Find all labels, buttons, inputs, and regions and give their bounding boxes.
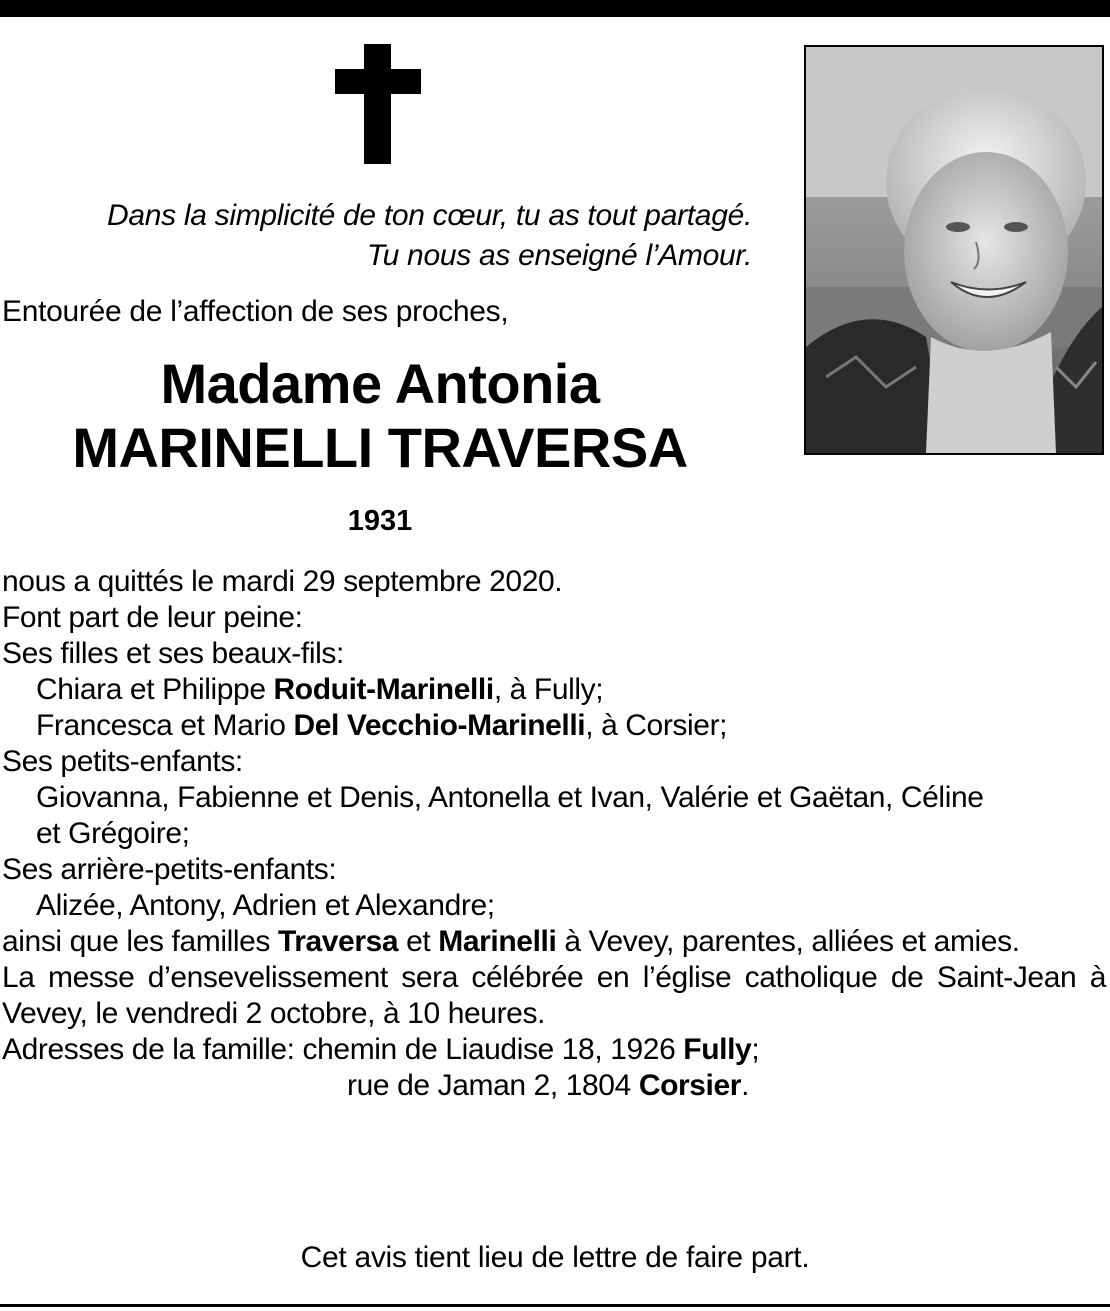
- grandchildren-line-2: et Grégoire;: [36, 817, 190, 850]
- town-corsier: Corsier: [638, 1069, 742, 1102]
- address-line-1: Adresses de la famille: chemin de Liaudise 18, 1926 Fully;: [2, 1033, 760, 1066]
- portrait-photo-image: [806, 47, 1102, 453]
- top-border-rule: [0, 0, 1110, 17]
- birth-year: 1931: [347, 505, 413, 537]
- font-part-line: Font part de leur peine:: [2, 601, 303, 634]
- mass-paragraph: La messe d’ensevelissement sera célébrée en l’église catholique de Saint-Jean à Vevey, le vendredi 2 octobre, à 10 heures.: [2, 961, 1106, 1030]
- daughters-heading: Ses filles et ses beaux-fils:: [2, 637, 344, 670]
- deceased-name-line-2: MARINELLI TRAVERSA: [72, 416, 688, 479]
- surname-roduit-marinelli: Roduit-Marinelli: [273, 673, 494, 706]
- cross-icon: [335, 44, 421, 164]
- great-grandchildren-heading: Ses arrière-petits-enfants:: [2, 853, 337, 886]
- portrait-photo: [804, 45, 1104, 455]
- deceased-name: [0, 352, 760, 480]
- family-traversa: Traversa: [277, 925, 399, 958]
- great-grandchildren-line: Alizée, Antony, Adrien et Alexandre;: [36, 889, 495, 922]
- surname-del-vecchio-marinelli: Del Vecchio-Marinelli: [293, 709, 586, 742]
- deceased-name-line-1: Madame Antonia: [160, 352, 600, 415]
- address-line-2: rue de Jaman 2, 1804 Corsier.: [347, 1069, 749, 1102]
- bottom-border-rule: [0, 1304, 1110, 1307]
- passing-line: nous a quittés le mardi 29 septembre 2020.: [2, 565, 563, 598]
- intro-text: Entourée de l’affection de ses proches,: [2, 295, 509, 328]
- family-marinelli: Marinelli: [438, 925, 557, 958]
- town-fully: Fully: [683, 1033, 752, 1066]
- families-paragraph: ainsi que les familles Traversa et Marinelli à Vevey, parentes, alliées et amies.: [2, 925, 1020, 958]
- announcement-body: [2, 564, 1106, 1104]
- closing-note: Cet avis tient lieu de lettre de faire part.: [300, 1241, 810, 1274]
- quote-line-1: Dans la simplicité de ton cœur, tu as tout partagé.: [106, 199, 752, 232]
- quote-line-2: Tu nous as enseigné l’Amour.: [366, 239, 752, 272]
- grandchildren-heading: Ses petits-enfants:: [2, 745, 243, 778]
- memorial-quote: [0, 196, 752, 276]
- daughter-line-2: Francesca et Mario Del Vecchio-Marinelli, à Corsier;: [36, 709, 728, 742]
- grandchildren-line-1: Giovanna, Fabienne et Denis, Antonella et Ivan, Valérie et Gaëtan, Céline: [36, 781, 984, 814]
- daughter-line-1: Chiara et Philippe Roduit-Marinelli, à Fully;: [36, 673, 604, 706]
